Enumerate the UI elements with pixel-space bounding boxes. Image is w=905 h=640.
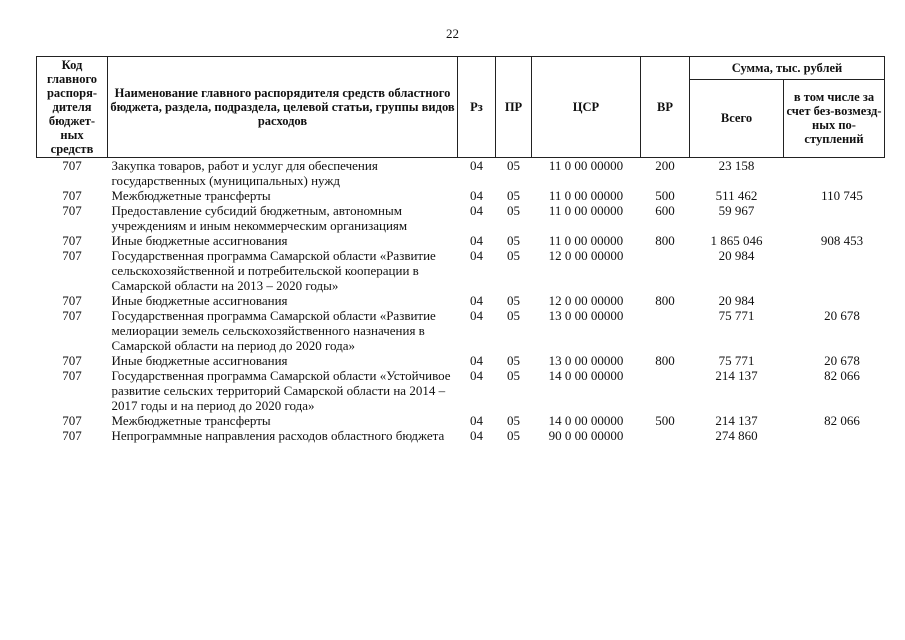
cell-total: 75 771: [718, 308, 755, 323]
cell-code: 707: [62, 188, 82, 203]
cell-rz: 04: [470, 308, 483, 323]
cell-name: Иные бюджетные ассигнования: [111, 353, 288, 368]
page-number: 22: [446, 26, 459, 41]
cell-name: Иные бюджетные ассигнования: [111, 233, 288, 248]
cell-rz: 04: [470, 413, 483, 428]
table-row: [37, 248, 885, 293]
cell-name: Государственная программа Самарской области «Устойчивое развитие сельских территорий Самарской области на 2014 – 2017 годы и на период до 2020 года»: [111, 368, 451, 413]
cell-incl: 110 745: [821, 188, 863, 203]
cell-total: 1 865 046: [710, 233, 763, 248]
cell-pr: 05: [507, 248, 520, 263]
cell-csr: 90 0 00 00000: [548, 428, 624, 443]
cell-vr: 500: [655, 413, 675, 428]
cell-code: 707: [62, 428, 82, 443]
cell-name: Непрограммные направления расходов областного бюджета: [111, 428, 445, 443]
table-row: [37, 413, 885, 428]
header-vr: ВР: [641, 57, 690, 158]
cell-total: 214 137: [715, 368, 758, 383]
cell-vr: 600: [655, 203, 675, 218]
cell-incl: [784, 293, 885, 308]
cell-vr: 200: [655, 158, 675, 173]
cell-incl: 20 678: [824, 308, 860, 323]
cell-pr: 05: [507, 188, 520, 203]
header-sum: Сумма, тыс. рублей: [690, 57, 885, 80]
cell-csr: 14 0 00 00000: [548, 413, 624, 428]
cell-code: 707: [62, 308, 82, 323]
table-row: [37, 158, 885, 189]
cell-code: 707: [62, 353, 82, 368]
cell-code: 707: [62, 248, 82, 263]
cell-total: 214 137: [715, 413, 758, 428]
cell-incl: 82 066: [824, 413, 860, 428]
table-row: [37, 428, 885, 443]
cell-pr: 05: [507, 353, 520, 368]
cell-rz: 04: [470, 233, 483, 248]
cell-vr: 500: [655, 188, 675, 203]
cell-rz: 04: [470, 428, 483, 443]
cell-csr: 12 0 00 00000: [548, 248, 624, 263]
cell-total: 59 967: [718, 203, 755, 218]
table-row: [37, 353, 885, 368]
cell-vr: 800: [655, 233, 675, 248]
cell-pr: 05: [507, 293, 520, 308]
cell-rz: 04: [470, 203, 483, 218]
cell-csr: 14 0 00 00000: [548, 368, 624, 383]
cell-code: 707: [62, 203, 82, 218]
header-total: Всего: [690, 79, 784, 157]
cell-vr: [641, 308, 690, 353]
cell-code: 707: [62, 233, 82, 248]
cell-total: 20 984: [718, 293, 755, 308]
cell-csr: 11 0 00 00000: [548, 233, 624, 248]
cell-name: Предоставление субсидий бюджетным, автономным учреждениям и иным некоммерческим организациям: [111, 203, 408, 233]
cell-pr: 05: [507, 368, 520, 383]
cell-code: 707: [62, 413, 82, 428]
cell-code: 707: [62, 368, 82, 383]
cell-total: 75 771: [718, 353, 755, 368]
cell-rz: 04: [470, 248, 483, 263]
header-csr: ЦСР: [532, 57, 641, 158]
cell-incl: [784, 158, 885, 189]
cell-pr: 05: [507, 413, 520, 428]
cell-csr: 11 0 00 00000: [548, 158, 624, 173]
cell-total: 511 462: [715, 188, 758, 203]
cell-incl: [784, 203, 885, 233]
header-code: Код главного распоря-дителя бюджет-ных средств: [37, 57, 108, 158]
table-header: [37, 57, 885, 158]
cell-csr: 12 0 00 00000: [548, 293, 624, 308]
cell-incl: 82 066: [824, 368, 860, 383]
cell-name: Государственная программа Самарской области «Развитие мелиорации земель сельскохозяйственного назначения в Самарской области на период до 2020 года»: [111, 308, 436, 353]
cell-rz: 04: [470, 353, 483, 368]
cell-pr: 05: [507, 428, 520, 443]
cell-vr: 800: [655, 353, 675, 368]
cell-pr: 05: [507, 233, 520, 248]
budget-table: [36, 56, 885, 443]
table-row: [37, 233, 885, 248]
budget-table-container: [36, 56, 884, 443]
cell-pr: 05: [507, 158, 520, 173]
cell-csr: 11 0 00 00000: [548, 188, 624, 203]
table-row: [37, 308, 885, 353]
header-name: Наименование главного распорядителя средств областного бюджета, раздела, подраздела, целевой статьи, группы видов расходов: [108, 57, 458, 158]
cell-name: Межбюджетные трансферты: [111, 188, 271, 203]
cell-name: Закупка товаров, работ и услуг для обеспечения государственных (муниципальных) нужд: [111, 158, 378, 188]
cell-total: 274 860: [715, 428, 758, 443]
cell-csr: 13 0 00 00000: [548, 308, 624, 323]
cell-incl: 20 678: [824, 353, 860, 368]
header-rz: Рз: [458, 57, 496, 158]
cell-rz: 04: [470, 188, 483, 203]
cell-code: 707: [62, 158, 82, 173]
cell-incl: 908 453: [820, 233, 864, 248]
table-body: [37, 158, 885, 444]
cell-vr: 800: [655, 293, 675, 308]
table-row: [37, 293, 885, 308]
cell-name: Межбюджетные трансферты: [111, 413, 271, 428]
cell-pr: 05: [507, 203, 520, 218]
cell-csr: 13 0 00 00000: [548, 353, 624, 368]
cell-total: 20 984: [718, 248, 755, 263]
cell-rz: 04: [470, 158, 483, 173]
cell-rz: 04: [470, 368, 483, 383]
header-incl: в том числе за счет без-возмезд-ных по-ступлений: [784, 79, 885, 157]
cell-vr: [641, 428, 690, 443]
cell-csr: 11 0 00 00000: [548, 203, 624, 218]
table-row: [37, 188, 885, 203]
cell-rz: 04: [470, 293, 483, 308]
cell-incl: [784, 248, 885, 293]
cell-code: 707: [62, 293, 82, 308]
cell-total: 23 158: [718, 158, 755, 173]
cell-name: Государственная программа Самарской области «Развитие сельскохозяйственной и потребительской кооперации в Самарской области на 2013 – 2020 годы»: [111, 248, 436, 293]
cell-pr: 05: [507, 308, 520, 323]
cell-name: Иные бюджетные ассигнования: [111, 293, 288, 308]
cell-incl: [784, 428, 885, 443]
table-row: [37, 368, 885, 413]
cell-vr: [641, 368, 690, 413]
table-row: [37, 203, 885, 233]
header-pr: ПР: [496, 57, 532, 158]
cell-vr: [641, 248, 690, 293]
